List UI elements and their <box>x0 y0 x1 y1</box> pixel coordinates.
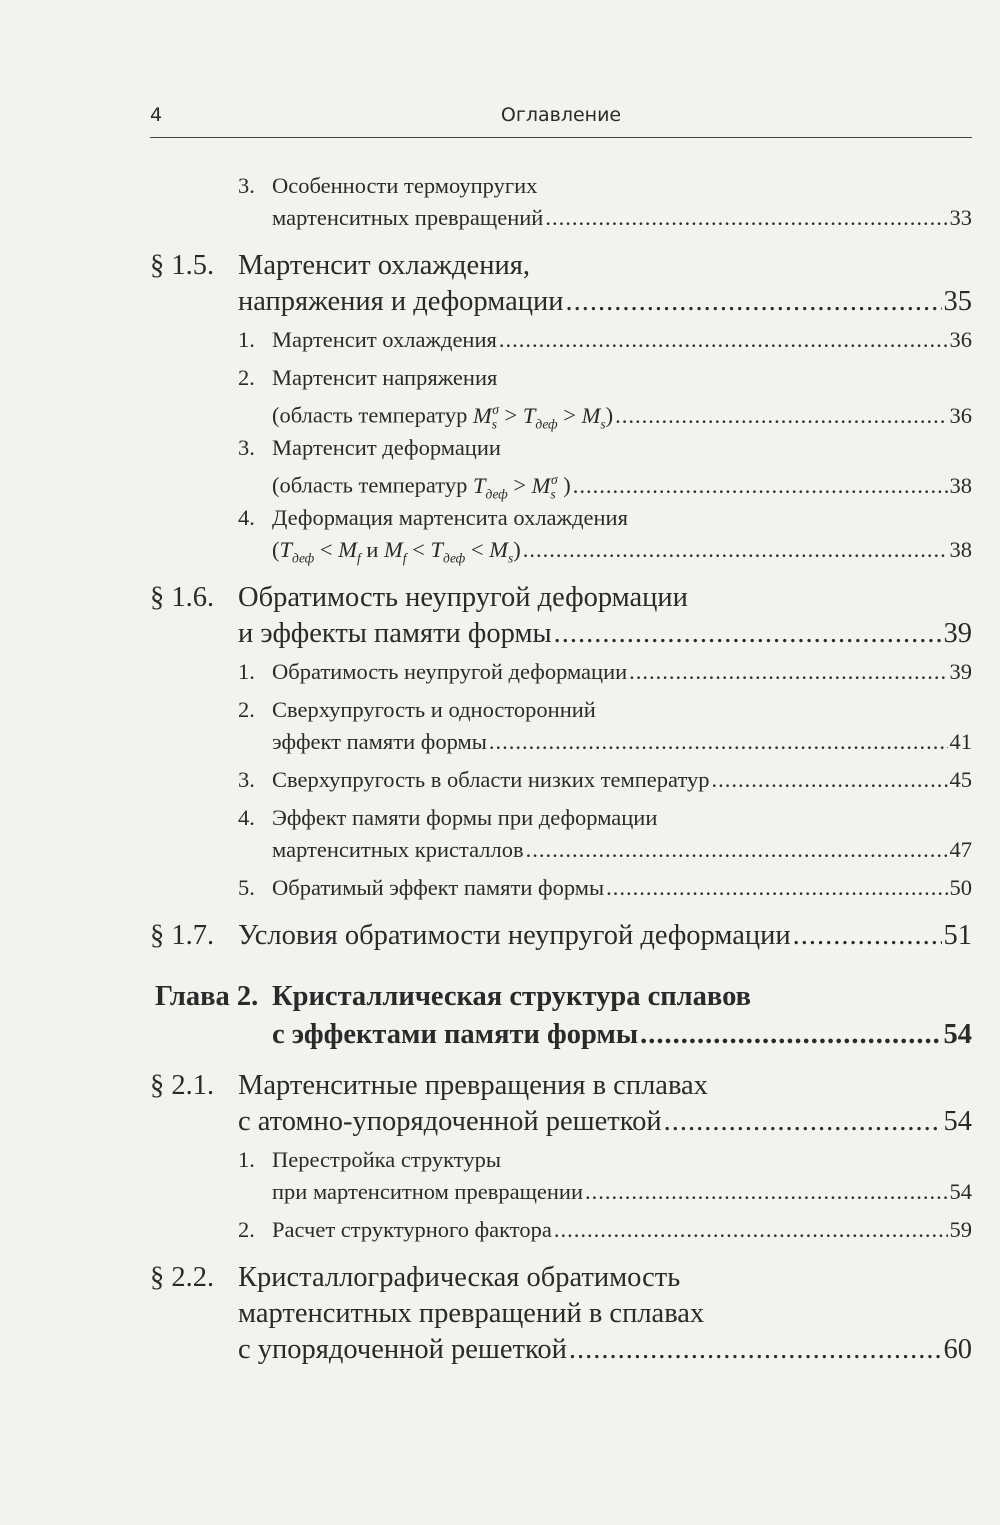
title-text: Обратимость неупругой деформации <box>238 582 688 613</box>
math-superscript: σ <box>492 402 499 417</box>
math-subscript: s <box>550 486 556 501</box>
toc-line <box>150 918 972 954</box>
title-text: Кристаллографическая обратимость <box>238 1262 681 1293</box>
math-subscript: деф <box>292 550 315 566</box>
page-ref: 54 <box>949 1179 972 1204</box>
entry-title-text <box>238 1068 708 1104</box>
title-text: < <box>406 537 431 562</box>
entry-title-text <box>272 694 596 726</box>
math-symbol <box>338 537 361 566</box>
title-text: Сверхупругость и односторонний <box>272 697 596 722</box>
title-text: Перестройка структуры <box>272 1147 501 1172</box>
title-text: < <box>314 537 339 562</box>
entry-title-text <box>272 1176 583 1208</box>
page-ref: 33 <box>949 205 972 230</box>
entry-title-text <box>238 918 791 954</box>
entry-title-text <box>272 726 487 758</box>
math-variable: M <box>384 537 403 562</box>
dot-leader <box>523 534 948 566</box>
running-title: Оглавление <box>500 104 622 126</box>
title-text: Обратимость неупругой деформации <box>272 659 628 684</box>
entry-title-text <box>272 362 497 394</box>
page-ref: 47 <box>949 837 972 862</box>
toc-line <box>150 1176 972 1208</box>
math-symbol <box>472 402 499 431</box>
math-symbol <box>531 472 558 501</box>
toc-line <box>150 872 972 904</box>
entry-number: 1. <box>238 659 255 684</box>
entry-title-text <box>272 834 524 866</box>
entry-number: 3. <box>238 767 255 792</box>
math-symbol <box>430 537 466 566</box>
toc-subsection-entry[interactable] <box>150 502 972 566</box>
title-text: с атомно-упорядоченной решеткой <box>238 1106 662 1137</box>
title-text: Особенности термоупругих <box>272 173 538 198</box>
entry-number: 1. <box>238 327 255 352</box>
dot-leader <box>629 656 947 688</box>
toc-line <box>150 978 972 1016</box>
entry-title-text <box>238 580 688 616</box>
toc-line <box>150 1332 972 1368</box>
dot-leader <box>585 1176 947 1208</box>
page-ref: 54 <box>943 1019 972 1050</box>
toc-line <box>150 284 972 320</box>
title-text: Мартенситные превращения в сплавах <box>238 1070 708 1101</box>
entry-number: § 2.1. <box>150 1070 215 1101</box>
math-variable: T <box>472 472 486 498</box>
toc-line <box>150 362 972 394</box>
title-text: Обратимый эффект памяти формы <box>272 875 605 900</box>
page-ref: 38 <box>949 537 972 562</box>
math-subscript: f <box>402 550 407 566</box>
page-ref: 59 <box>949 1217 972 1242</box>
page-ref: 41 <box>949 729 972 754</box>
title-text: мартенситных превращений <box>272 205 544 230</box>
entry-title-text <box>238 616 552 652</box>
title-text: > <box>557 402 582 428</box>
math-subscript: s <box>600 416 606 431</box>
toc-line <box>150 656 972 688</box>
math-subscript: деф <box>485 486 508 501</box>
title-text: > <box>507 472 532 498</box>
toc-subsection-entry[interactable] <box>150 362 972 431</box>
math-subscript: s <box>507 550 514 566</box>
entry-title-text <box>238 1260 680 1296</box>
page-ref: 54 <box>943 1106 972 1137</box>
page-ref: 35 <box>943 286 972 317</box>
toc-line <box>150 726 972 758</box>
toc-subsection-entry[interactable] <box>150 324 972 356</box>
toc-line <box>150 764 972 796</box>
title-text: мартенситных превращений в сплавах <box>238 1298 705 1329</box>
title-text: с эффектами памяти формы <box>272 1019 639 1050</box>
toc-line <box>150 616 972 652</box>
toc-line <box>150 1016 972 1054</box>
entry-number: 4. <box>238 505 255 530</box>
dot-leader <box>554 1214 948 1246</box>
toc-line <box>150 324 972 356</box>
title-text: напряжения и деформации <box>238 286 564 317</box>
page-ref: 36 <box>949 402 972 428</box>
dot-leader <box>793 918 942 954</box>
toc-line <box>150 1068 972 1104</box>
title-text: Сверхупругость в области низких температур <box>272 767 710 792</box>
title-text: ) <box>605 402 614 428</box>
toc-subsection-entry[interactable] <box>150 170 972 234</box>
toc-chapter-entry[interactable] <box>150 978 972 1054</box>
math-symbol <box>279 537 315 566</box>
title-text: Мартенсит деформации <box>272 435 501 460</box>
page-ref: 51 <box>943 920 972 951</box>
entry-number: 3. <box>238 435 255 460</box>
math-symbol <box>472 472 508 501</box>
page-ref: 38 <box>949 472 972 498</box>
toc-line <box>150 502 972 534</box>
toc-subsection-entry[interactable] <box>150 872 972 904</box>
toc-section-entry[interactable] <box>150 1260 972 1368</box>
entry-number: 4. <box>238 805 255 830</box>
math-symbol <box>489 537 514 566</box>
math-subscript: s <box>491 416 497 431</box>
math-variable: M <box>581 402 601 428</box>
entry-title-text <box>272 202 543 234</box>
entry-title-text <box>272 324 497 356</box>
math-variable: M <box>338 537 357 562</box>
page-ref: 60 <box>943 1334 972 1365</box>
entry-number: 2. <box>238 1217 255 1242</box>
entry-title-text <box>238 284 564 320</box>
math-subscript: деф <box>443 550 466 566</box>
entry-title-text <box>272 1214 552 1246</box>
title-text: Мартенсит охлаждения <box>272 327 497 352</box>
entry-number: 1. <box>238 1147 255 1172</box>
entry-title-text <box>272 534 521 575</box>
math-superscript: σ <box>550 472 558 487</box>
dot-leader <box>573 470 948 502</box>
toc-line <box>150 170 972 202</box>
entry-title-text <box>238 1332 567 1368</box>
entry-title-text <box>272 978 751 1016</box>
dot-leader <box>526 834 948 866</box>
dot-leader <box>615 400 947 432</box>
toc-section-entry[interactable] <box>150 580 972 652</box>
toc-line <box>150 464 972 501</box>
toc-line <box>150 1214 972 1246</box>
toc-line <box>150 834 972 866</box>
title-text: ) <box>557 472 571 498</box>
toc-line <box>150 580 972 616</box>
dot-leader <box>489 726 948 758</box>
title-text: Условия обратимости неупругой деформации <box>238 920 791 951</box>
table-of-contents <box>150 170 972 1372</box>
toc-subsection-entry[interactable] <box>150 656 972 688</box>
title-text: > <box>498 402 523 428</box>
entry-title-text <box>272 432 501 464</box>
entry-number: § 1.6. <box>150 582 215 613</box>
math-variable: T <box>430 537 443 562</box>
toc-subsection-entry[interactable] <box>150 432 972 501</box>
title-text: (область температур <box>272 402 473 428</box>
entry-title-text <box>238 248 530 284</box>
toc-subsection-entry[interactable] <box>150 1214 972 1246</box>
dot-leader <box>712 764 948 796</box>
title-text: при мартенситном превращении <box>272 1179 584 1204</box>
page-ref: 45 <box>949 767 972 792</box>
page-ref: 39 <box>949 659 972 684</box>
entry-number: 5. <box>238 875 255 900</box>
math-symbol <box>581 402 606 431</box>
entry-number: Глава 2. <box>155 981 259 1012</box>
toc-line <box>150 202 972 234</box>
math-subscript: деф <box>535 416 558 431</box>
entry-title-text <box>238 1296 704 1332</box>
running-header <box>150 100 972 138</box>
title-text: с упорядоченной решеткой <box>238 1334 567 1365</box>
dot-leader <box>545 202 947 234</box>
toc-section-entry[interactable] <box>150 1068 972 1140</box>
math-variable: M <box>489 537 508 562</box>
dot-leader <box>554 616 942 652</box>
toc-line <box>150 1296 972 1332</box>
math-variable: T <box>522 402 536 428</box>
entry-number: § 2.2. <box>150 1262 215 1293</box>
math-symbol <box>522 402 558 431</box>
title-text: Расчет структурного фактора <box>272 1217 552 1242</box>
dot-leader <box>566 284 942 320</box>
title-text: и <box>360 537 385 562</box>
math-variable: M <box>531 472 551 498</box>
entry-number: § 1.5. <box>150 250 215 281</box>
toc-line <box>150 1144 972 1176</box>
toc-section-entry[interactable] <box>150 918 972 954</box>
toc-line <box>150 694 972 726</box>
math-subscript: f <box>356 550 361 566</box>
dot-leader <box>499 324 948 356</box>
toc-line <box>150 802 972 834</box>
title-text: Кристаллическая структура сплавов <box>272 981 752 1012</box>
entry-title-text <box>272 1144 501 1176</box>
math-symbol <box>384 537 407 566</box>
title-text: Мартенсит охлаждения, <box>238 250 530 281</box>
title-text: мартенситных кристаллов <box>272 837 524 862</box>
toc-line <box>150 1260 972 1296</box>
title-text: и эффекты памяти формы <box>238 618 552 649</box>
page-ref: 50 <box>949 875 972 900</box>
entry-title-text <box>272 764 710 796</box>
title-text: ( <box>272 537 280 562</box>
entry-title-text <box>272 802 657 834</box>
toc-line <box>150 248 972 284</box>
title-text: ) <box>513 537 521 562</box>
toc-line <box>150 432 972 464</box>
title-text: (область температур <box>272 472 473 498</box>
title-text: Эффект памяти формы при деформации <box>272 805 658 830</box>
toc-subsection-entry[interactable] <box>150 1144 972 1208</box>
toc-line <box>150 1104 972 1140</box>
dot-leader <box>664 1104 942 1140</box>
title-text: Мартенсит напряжения <box>272 365 498 390</box>
math-variable: T <box>279 537 293 562</box>
entry-title-text <box>272 170 537 202</box>
entry-number: 3. <box>238 173 255 198</box>
page-number: 4 <box>150 104 163 126</box>
dot-leader <box>640 1016 941 1054</box>
toc-line <box>150 394 972 431</box>
entry-title-text <box>272 1016 638 1054</box>
toc-line <box>150 534 972 566</box>
page-ref: 36 <box>949 327 972 352</box>
dot-leader <box>569 1332 942 1368</box>
entry-title-text <box>272 872 604 904</box>
toc-subsection-entry[interactable] <box>150 764 972 796</box>
math-variable: M <box>472 402 492 428</box>
entry-title-text <box>272 656 627 688</box>
page-ref: 39 <box>943 618 972 649</box>
toc-subsection-entry[interactable] <box>150 694 972 758</box>
entry-number: 2. <box>238 697 255 722</box>
title-text: < <box>465 537 490 562</box>
dot-leader <box>606 872 947 904</box>
toc-section-entry[interactable] <box>150 248 972 320</box>
title-text: Деформация мартенсита охлаждения <box>272 505 628 530</box>
entry-title-text <box>238 1104 662 1140</box>
title-text: эффект памяти формы <box>272 729 487 754</box>
entry-number: 2. <box>238 365 255 390</box>
toc-subsection-entry[interactable] <box>150 802 972 866</box>
entry-number: § 1.7. <box>150 920 215 951</box>
entry-title-text <box>272 502 628 534</box>
